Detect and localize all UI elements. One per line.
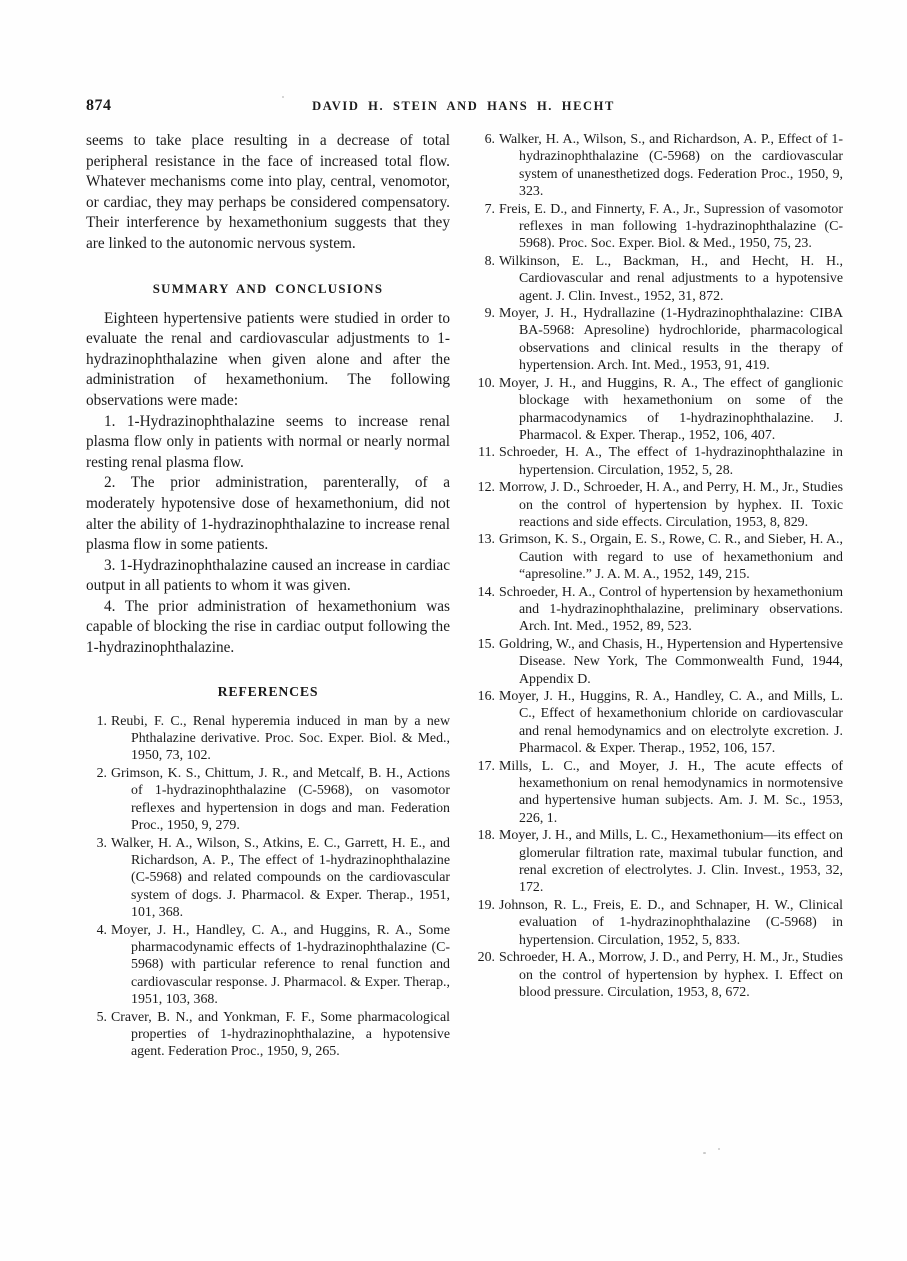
reference-number: 2. [96,765,107,781]
reference-number: 12. [477,480,495,496]
reference-text: Walker, H. A., Wilson, S., and Richardson, A. P., Effect of 1-hydrazinophthalazine (C-5968) on the cardiovascular system of unanesthetized dogs. Federation Proc., 1950, 9, 323. [499,132,843,200]
reference-text: Moyer, J. H., and Huggins, R. A., The effect of ganglionic blockage with hexamethonium on some of the pharmacodynamics of 1-hydrazinophthalazine. J. Pharmacol. & Exper. Therap., 1952, 106, 407. [499,375,843,443]
running-head: DAVID H. STEIN AND HANS H. HECHT [312,99,615,113]
reference-number: 20. [477,950,495,966]
reference-item [86,922,450,1009]
reference-item [474,897,843,949]
reference-item [474,131,843,201]
observation-2: 2. The prior administration, parenterally, of a moderately hypotensive dose of hexamethonium, did not alter the ability of 1-hydrazinophthalazine to increase renal plasma flow in some patients. [86,474,450,554]
reference-number: 13. [477,532,495,548]
reference-item [86,1009,450,1061]
scan-speck [703,1152,706,1154]
reference-text: Moyer, J. H., Handley, C. A., and Huggins, R. A., Some pharmacodynamic effects of 1-hydrazinophthalazine (C-5968) with particular reference to renal function and cardiovascular response. J. Pharmacol. & Exper. Therap., 1951, 103, 368. [111,922,450,1008]
reference-item [474,827,843,897]
reference-number: 5. [96,1009,107,1025]
reference-item [474,636,843,688]
reference-text: Freis, E. D., and Finnerty, F. A., Jr., Supression of vasomotor reflexes in man following 1-hydrazinophthalazine (C-5968). Proc. Soc. Exper. Biol. & Med., 1950, 75, 23. [499,201,843,252]
reference-number: 4. [96,922,107,938]
reference-number: 17. [477,758,495,774]
reference-text: Craver, B. N., and Yonkman, F. F., Some pharmacological properties of 1-hydrazinophthalazine, a hypotensive agent. Federation Proc., 1950, 9, 265. [111,1009,450,1060]
right-column [474,131,843,1001]
reference-item [474,375,843,445]
reference-number: 9. [484,306,495,322]
reference-text: Schroeder, H. A., Morrow, J. D., and Perry, H. M., Jr., Studies on the control of hypertension by hyphex. I. Effect on blood pressure. Circulation, 1953, 8, 672. [499,950,843,1000]
reference-number: 7. [484,201,495,217]
reference-number: 3. [96,835,107,851]
reference-number: 8. [484,253,495,269]
observation-1: 1. 1-Hydrazinophthalazine seems to increase renal plasma flow only in patients with normal or nearly normal resting renal plasma flow. [86,412,450,471]
reference-item [474,444,843,479]
reference-item [86,765,450,835]
reference-text: Grimson, K. S., Chittum, J. R., and Metcalf, B. H., Actions of 1-hydrazinophthalazine (C-5968), on vasomotor reflexes and hypertension in dogs and man. Federation Proc., 1950, 9, 279. [111,765,450,834]
reference-number: 14. [477,584,495,600]
reference-text: Mills, L. C., and Moyer, J. H., The acute effects of hexamethonium on renal hemodynamics in normotensive and hypertensive human subjects. Am. J. M. Sc., 1953, 226, 1. [499,758,843,826]
reference-item [474,584,843,636]
reference-number: 11. [478,445,495,461]
reference-number: 18. [477,828,495,844]
observation-3: 3. 1-Hydrazinophthalazine caused an increase in cardiac output in all patients to whom it was given. [86,556,450,595]
reference-text: Schroeder, H. A., The effect of 1-hydrazinophthalazine in hypertension. Circulation, 1952, 5, 28. [499,445,843,478]
reference-text: Reubi, F. C., Renal hyperemia induced in man by a new Phthalazine derivative. Proc. Soc. Exper. Biol. & Med., 1950, 73, 102. [111,713,450,764]
reference-item [474,305,843,375]
reference-number: 16. [477,689,495,704]
page-number: 874 [86,97,112,114]
observation-4: 4. The prior administration of hexamethonium was capable of blocking the rise in cardiac output following the 1-hydrazinophthalazine. [86,597,450,657]
reference-text: Moyer, J. H., Huggins, R. A., Handley, C. A., and Mills, L. C., Effect of hexamethonium chloride on cardiovascular and renal hemodynamics and on electrolyte excretion. J. Pharmacol. & Exper. Therap., 1952, 106, 157. [499,689,843,757]
reference-number: 10. [477,375,495,391]
page-header [86,97,841,115]
intro-paragraph: seems to take place resulting in a decrease of total peripheral resistance in the face of increased total flow. Whatever mechanisms come into play, central, venomotor, or cardiac, they may perhaps be considered compensatory. Their interference by hexamethonium suggests that they are linked to the autonomic nervous system. [86,132,450,252]
reference-number: 6. [484,132,495,147]
reference-text: Grimson, K. S., Orgain, E. S., Rowe, C. R., and Sieber, H. A., Caution with regard to use of hexamethonium and “apresoline.” J. A. M. A., 1952, 149, 215. [499,532,843,583]
reference-item [474,758,843,828]
reference-item [474,253,843,305]
reference-item [474,479,843,531]
reference-list-left [86,713,450,1061]
two-column-body [86,131,843,1061]
reference-text: Schroeder, H. A., Control of hypertension by hexamethonium and 1-hydrazinophthalazine, preliminary observations. Arch. Int. Med., 1952, 89, 523. [499,584,843,635]
reference-item [474,201,843,253]
reference-item [86,713,450,765]
reference-text: Morrow, J. D., Schroeder, H. A., and Perry, H. M., Jr., Studies on the control of hypertension by hyphex. II. Toxic reactions and side effects. Circulation, 1953, 8, 829. [499,480,843,530]
scan-speck [282,96,284,98]
references-heading: REFERENCES [217,683,319,699]
reference-text: Walker, H. A., Wilson, S., Atkins, E. C., Garrett, H. E., and Richardson, A. P., The effect of 1-hydrazinophthalazine (C-5968) and related compounds on the cardiovascular system of dogs. J. Pharmacol. & Exper. Therap., 1951, 101, 368. [111,835,450,921]
reference-text: Goldring, W., and Chasis, H., Hypertension and Hypertensive Disease. New York, The Commonwealth Fund, 1944, Appendix D. [499,636,843,687]
reference-number: 15. [477,636,495,652]
reference-number: 1. [96,713,107,729]
reference-list-right [474,131,843,1001]
scan-speck [718,1148,720,1150]
summary-paragraph: Eighteen hypertensive patients were studied in order to evaluate the renal and cardiovascular adjustments to 1-hydrazinophthalazine when given alone and after the administration of hexamethonium. The following observations were made: [86,309,450,409]
reference-text: Moyer, J. H., and Mills, L. C., Hexamethonium—its effect on glomerular filtration rate, maximal tubular function, and renal excretion of electrolytes. J. Clin. Invest., 1953, 32, 172. [499,828,843,896]
reference-item [474,531,843,583]
summary-heading: SUMMARY AND CONCLUSIONS [152,281,384,296]
left-column [86,131,450,1061]
reference-text: Moyer, J. H., Hydrallazine (1-Hydrazinophthalazine: CIBA BA-5968: Apresoline) hydrochloride, pharmacological observations and clinical results in the therapy of hypertension. Arch. Int. Med., 1953, 91, 419. [499,306,843,374]
reference-item [86,835,450,922]
reference-item [474,688,843,758]
reference-number: 19. [477,897,495,913]
reference-text: Johnson, R. L., Freis, E. D., and Schnaper, H. W., Clinical evaluation of 1-hydrazinophthalazine (C-5968) in hypertension. Circulation, 1952, 5, 833. [499,897,843,948]
reference-item [474,949,843,1001]
reference-text: Wilkinson, E. L., Backman, H., and Hecht, H. H., Cardiovascular and renal adjustments to a hypotensive agent. J. Clin. Invest., 1952, 31, 872. [499,253,843,304]
